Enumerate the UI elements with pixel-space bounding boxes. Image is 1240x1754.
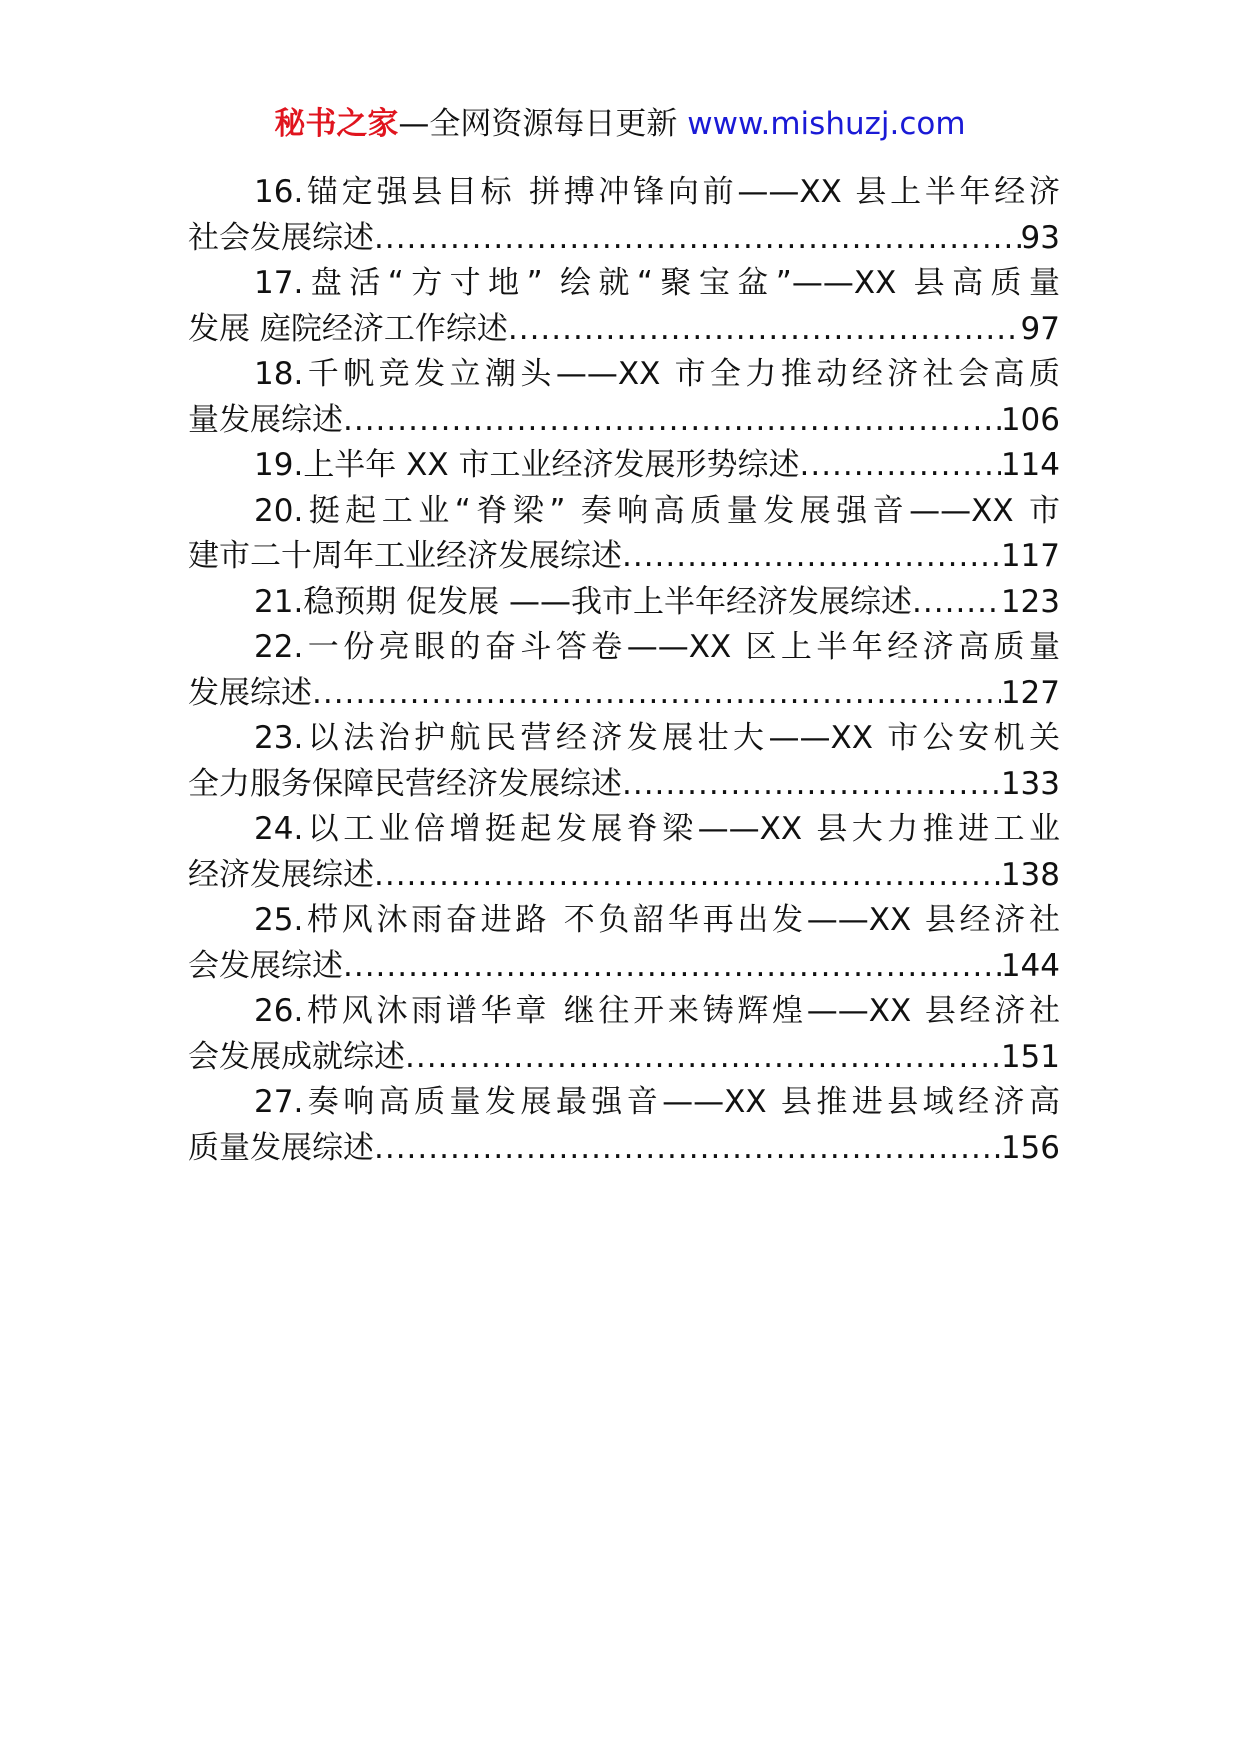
toc-entry[interactable] bbox=[188, 807, 1060, 898]
toc-page-number: 151 bbox=[1000, 1038, 1060, 1075]
toc-page-number: 133 bbox=[1000, 765, 1060, 802]
toc-entry-title: 20.挺起工业“脊梁” 奏响高质量发展强音——XX 市 bbox=[254, 492, 1060, 529]
toc-page-number: 93 bbox=[1020, 219, 1060, 256]
toc-page-number: 127 bbox=[1000, 674, 1060, 711]
toc-entry-title: 23.以法治护航民营经济发展壮大——XX 市公安机关 bbox=[254, 720, 1060, 756]
toc-entry-title: 17.盘活“方寸地” 绘就“聚宝盆”——XX 县高质量 bbox=[254, 265, 1060, 301]
toc-entry-continuation: 质量发展综述 ..... 156 bbox=[188, 1126, 1060, 1172]
dot-leader bbox=[508, 307, 1021, 353]
dot-leader bbox=[622, 534, 1001, 580]
toc-entry[interactable] bbox=[188, 625, 1060, 716]
toc-entry-number: 25. bbox=[254, 902, 304, 938]
header-tagline: —全网资源每日更新 bbox=[398, 106, 688, 142]
toc-entry-number: 16. bbox=[254, 174, 304, 210]
toc-entry-title: 21.稳预期 促发展 ——我市上半年经济发展综述 ..... 123 bbox=[188, 580, 1060, 626]
website-url[interactable]: www.mishuzj.com bbox=[687, 106, 966, 142]
toc-entry[interactable] bbox=[188, 352, 1060, 443]
toc-entry[interactable] bbox=[188, 489, 1060, 580]
toc-entry-title: 25.栉风沐雨奋进路 不负韶华再出发——XX 县经济社 bbox=[254, 902, 1060, 938]
dot-leader bbox=[912, 580, 1001, 626]
toc-page-number: 156 bbox=[1000, 1129, 1060, 1166]
toc-entry-number: 20. bbox=[254, 492, 304, 529]
toc-entry-continuation: 发展综述 ..... 127 bbox=[188, 671, 1060, 717]
toc-page-number: 114 bbox=[1000, 447, 1060, 483]
dot-leader bbox=[374, 853, 1001, 899]
toc-entry-continuation: 会发展成就综述 ..... 151 bbox=[188, 1035, 1060, 1081]
toc-entry-continuation: 会发展综述 ..... 144 bbox=[188, 944, 1060, 990]
dot-leader bbox=[622, 762, 1001, 808]
toc-entry-number: 24. bbox=[254, 811, 304, 847]
toc-entry-number: 26. bbox=[254, 993, 304, 1029]
toc-page-number: 138 bbox=[1000, 856, 1060, 893]
page-header bbox=[0, 104, 1240, 144]
toc-page-number: 117 bbox=[1000, 538, 1060, 574]
toc-entry-number: 18. bbox=[254, 356, 304, 392]
toc-entry-continuation: 经济发展综述 ..... 138 bbox=[188, 853, 1060, 899]
toc-entry-continuation: 量发展综述 ..... 106 bbox=[188, 398, 1060, 444]
toc-entry-number: 21. bbox=[254, 583, 304, 620]
toc-page-number: 123 bbox=[1000, 583, 1060, 620]
toc-entry-title: 24.以工业倍增挺起发展脊梁——XX 县大力推进工业 bbox=[254, 811, 1060, 847]
toc-entry[interactable] bbox=[188, 170, 1060, 261]
dot-leader bbox=[343, 398, 1001, 444]
toc-entry-number: 17. bbox=[254, 265, 304, 301]
toc-entry-title: 18.千帆竞发立潮头——XX 市全力推动经济社会高质 bbox=[254, 356, 1060, 392]
toc-entry[interactable] bbox=[188, 898, 1060, 989]
toc-page-number: 97 bbox=[1020, 310, 1060, 347]
brand-name: 秘书之家 bbox=[274, 106, 399, 142]
dot-leader bbox=[374, 216, 1021, 262]
toc-page-number: 106 bbox=[1000, 401, 1060, 438]
toc-entry-number: 22. bbox=[254, 629, 304, 665]
toc-entry[interactable] bbox=[188, 261, 1060, 352]
toc-entry-title: 16.锚定强县目标 拼搏冲锋向前——XX 县上半年经济 bbox=[254, 174, 1060, 210]
toc-entry-number: 27. bbox=[254, 1084, 304, 1120]
toc-entry-continuation: 建市二十周年工业经济发展综述 ..... 117 bbox=[188, 534, 1060, 580]
dot-leader bbox=[800, 443, 1001, 489]
dot-leader bbox=[405, 1035, 1001, 1081]
toc-entry-title: 22.一份亮眼的奋斗答卷——XX 区上半年经济高质量 bbox=[254, 629, 1060, 665]
toc-entry-number: 19. bbox=[254, 447, 304, 483]
toc-entry-title: 19.上半年 XX 市工业经济发展形势综述 ..... 114 bbox=[188, 443, 1060, 489]
dot-leader bbox=[312, 671, 1001, 717]
toc-entry[interactable] bbox=[188, 716, 1060, 807]
toc-entry-continuation: 社会发展综述 ..... 93 bbox=[188, 216, 1060, 262]
toc-entry[interactable] bbox=[188, 580, 1060, 626]
toc-entry-title: 27.奏响高质量发展最强音——XX 县推进县域经济高 bbox=[254, 1084, 1060, 1120]
toc-entry[interactable] bbox=[188, 443, 1060, 489]
toc-page-number: 144 bbox=[1000, 947, 1060, 984]
toc-entry-number: 23. bbox=[254, 720, 304, 756]
dot-leader bbox=[343, 944, 1001, 990]
dot-leader bbox=[374, 1126, 1001, 1172]
toc-entry-continuation: 全力服务保障民营经济发展综述 ..... 133 bbox=[188, 762, 1060, 808]
toc-entry[interactable] bbox=[188, 1080, 1060, 1171]
toc-entry-title: 26.栉风沐雨谱华章 继往开来铸辉煌——XX 县经济社 bbox=[254, 993, 1060, 1029]
toc-entry[interactable] bbox=[188, 989, 1060, 1080]
table-of-contents bbox=[188, 170, 1060, 1171]
toc-entry-continuation: 发展 庭院经济工作综述 ..... 97 bbox=[188, 307, 1060, 353]
